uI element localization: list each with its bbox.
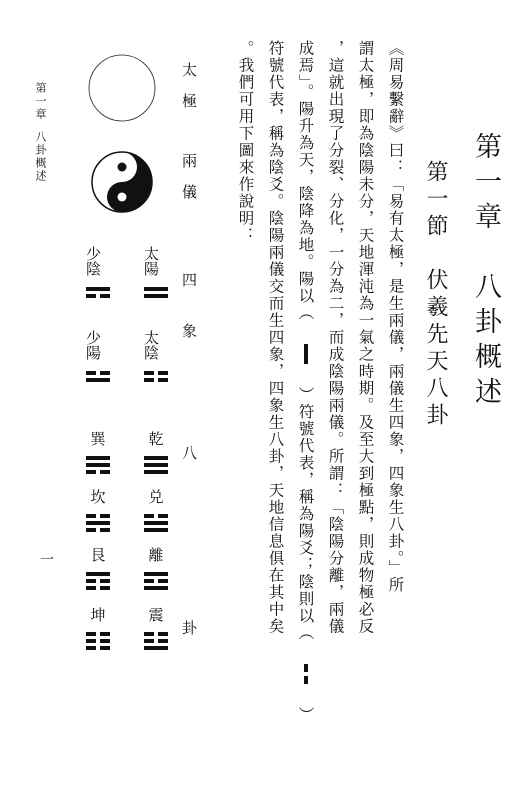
trigram-name-qian: 乾 [148, 430, 164, 448]
trigram-name-li: 離 [148, 546, 164, 564]
body-column-4-close: ） [296, 706, 315, 724]
yin-line [86, 371, 110, 375]
body-column-6: 。我們可用下圖來作說明： [236, 40, 255, 244]
trigram-dui-lines [144, 514, 168, 535]
empty-circle-icon [86, 52, 158, 124]
trigram-name-gen: 艮 [90, 546, 106, 564]
body-column-4-tail: ）符號代表，稱為陽爻；陰則以（ [296, 386, 315, 642]
body-column-1: 《周易繫辭》曰：「易有太極，是生兩儀，兩儀生四象，四象生八卦。」所 [386, 40, 405, 594]
yin-yang-icon [90, 150, 154, 214]
yang-line-symbol [304, 344, 308, 364]
running-header-chapter: 第一章 [34, 82, 47, 121]
trigram-gen-lines [86, 572, 110, 593]
trigram-name-kan: 坎 [90, 488, 106, 506]
yang-line [144, 294, 168, 298]
body-column-5: 符號代表，稱為陰爻。陰陽兩儀交而生四象，四象生八卦，天地信息俱在其中矣 [266, 40, 285, 635]
four-symbol-name: 太陽 [142, 246, 160, 276]
section-title: 第一節 伏羲先天八卦 [423, 160, 448, 430]
running-header [32, 82, 48, 183]
trigram-xun-lines [86, 456, 110, 477]
stage-label-taiji: 太極 [180, 62, 198, 124]
stage-label-sixiang: 四象 [180, 272, 198, 374]
chapter-title: 第一章 八卦概述 [470, 132, 501, 412]
trigram-kun-lines [86, 632, 110, 653]
trigram-name-dui: 兑 [148, 488, 164, 506]
trigram-kan-lines [86, 514, 110, 535]
yin-line-symbol [304, 664, 308, 684]
body-column-4 [297, 40, 313, 723]
trigram-li-lines [144, 572, 168, 593]
body-column-4-text: 成焉」。陽升為天，陰降為地。陽以（ [296, 40, 315, 322]
body-column-3: ，這就出現了分裂、分化，一分為二，而成陰陽兩儀。所謂：「陰陽分離，兩儀 [326, 40, 345, 635]
four-symbol-taiyin-lines [144, 371, 168, 385]
four-symbol-shaoyang-lines [86, 371, 110, 385]
stage-label-liangyi: 兩儀 [180, 153, 198, 215]
stage-label-bagua: 八卦 [180, 445, 198, 795]
trigram-name-kun: 坤 [90, 606, 106, 624]
four-symbol-shaoyin-lines [86, 287, 110, 301]
four-symbol-name: 太陰 [142, 330, 160, 360]
running-header-title: 八卦概述 [34, 131, 47, 183]
page-number: 一 [38, 552, 54, 566]
four-symbol-name: 少陽 [84, 330, 102, 360]
yang-line [86, 287, 110, 291]
trigram-name-xun: 巽 [90, 430, 106, 448]
yin-line [144, 371, 168, 375]
trigram-zhen-lines [144, 632, 168, 653]
four-symbol-name: 少陰 [84, 246, 102, 276]
yin-line [144, 378, 168, 382]
body-column-2: 謂太極，即為陰陽未分，天地渾沌為一氣之時期。及至大到極點，則成物極必反 [356, 40, 375, 635]
trigram-qian-lines [144, 456, 168, 477]
four-symbol-taiyang-lines [144, 287, 168, 301]
trigram-name-zhen: 震 [148, 606, 164, 624]
yang-line [86, 378, 110, 382]
yin-line [86, 294, 110, 298]
yang-line [144, 287, 168, 291]
